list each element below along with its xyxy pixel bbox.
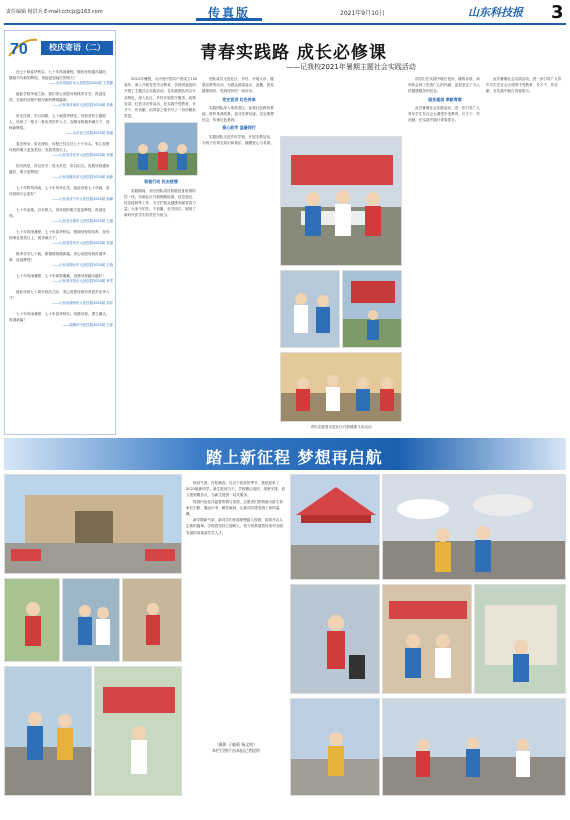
edition-label: 传真版: [207, 6, 250, 20]
message-signature: ——山东省烟台市人民医院2020届 王晓: [52, 263, 113, 267]
photo-sign-in: [290, 698, 380, 796]
photo-registration-b: [62, 578, 120, 662]
photo-caption: 青年志愿者走进社区开展健康义诊活动: [310, 425, 372, 429]
photo-source: 本栏目照片由本报记者提供: [212, 748, 260, 753]
article-subtitle: ——记我校2021年暑期主题社会实践活动: [286, 63, 416, 71]
lower-caption: [186, 742, 286, 754]
message-entry: [9, 69, 113, 86]
photo-parents-umbrellas: [382, 474, 566, 580]
message-entry: [9, 207, 113, 224]
column-title-bar: [41, 41, 113, 55]
photo-red-banner-group: [382, 584, 472, 694]
article-column-4: [486, 76, 562, 431]
message-signature: ——山东省立医院2020届 邢丽: [65, 131, 113, 135]
section-body-4: 此次暑期社会实践活动，进一步引导广大青年学生在社会大课堂中受教育、长才干、作贡献，在实践中践行青春誓言。: [408, 105, 480, 123]
lower-paragraph: 新学期新气象，新同学们怀揣梦想踏入校园，即将开启人生新的篇章。学校将坚持立德树人，努力培养德智体美劳全面发展的高素质医学人才。: [186, 518, 284, 535]
message-entry: [9, 113, 113, 136]
lower-paragraph: 校园内处处洋溢着热情与喜悦，志愿者们热情地为新生和家长引路、搬运行李、解答疑问，让新同学感受到了家的温暖。: [186, 499, 283, 517]
anniversary-messages-column: [4, 30, 116, 435]
message-signature: ——山东省济宁市人民医院2020届 张峰: [52, 197, 113, 201]
message-signature: ——淄博市中医医院2020届 王萍: [62, 323, 113, 327]
message-signature: ——山东省临沂市人民医院2020届 王思静: [49, 81, 113, 85]
article-column-1: [124, 76, 198, 431]
photo-campus-gate: [4, 474, 182, 574]
photo-group-volunteers: [280, 352, 402, 422]
section-title: 踏上新征程 梦想再启航: [206, 448, 383, 467]
section-body-2: 实践团队深入革命老区，参观红色教育基地，聆听革命故事，追寻先辈足迹，坚定理想信念，传承红色基因。: [202, 105, 274, 123]
edition-banner: [196, 4, 262, 21]
section-heading-3: 爱心助学 温暖同行: [222, 125, 256, 131]
photo-registration-a: [4, 578, 60, 662]
article-column-2: [202, 76, 276, 431]
photo-student-suitcase: [290, 584, 380, 694]
message-entry: [9, 229, 113, 246]
message-signature: ——山东省东营市人民医院2020届 李雪: [52, 279, 113, 283]
message-body: 七十年风雨兼程，七十年硕果累累。祝愿母校越办越好！: [16, 274, 106, 278]
message-signature: ——山东省枣庄市人民医院2020届 李丽: [52, 153, 113, 157]
message-entry: [9, 91, 113, 108]
messages-list: [9, 69, 113, 333]
photo-volunteers-a: [124, 122, 198, 176]
column-title: 校庆寄语（二）: [49, 43, 105, 52]
photo-credit: （摄影 于晓莉 杨文明）: [214, 742, 258, 747]
lower-paragraph: 秋高气爽，丹桂飘香。在这个收获的季节，我校迎来了2021级新同学。新生报到当天，学校精心组织，周密安排，设立报到服务点，为新生提供一站式服务。: [186, 481, 285, 498]
photo-red-education: [342, 270, 402, 348]
message-entry: [9, 163, 113, 180]
article-body: [124, 76, 564, 431]
message-entry: [9, 289, 113, 306]
photo-campus-crowd: [382, 698, 566, 796]
column-2-body: 团队成员走进社区、乡村，开展义诊、健康宣教等活动，为群众测量血压、血糖，普及健康知识，受到居民的一致好评。: [202, 77, 274, 94]
message-body: 七十年风雨兼程，七十年春华秋实。祝愿母校，勇立潮头，再谱新篇！: [9, 312, 110, 322]
message-body: 桃李芬芳七十载，厚德载物谱新篇。衷心祝愿母校再谱华章、再创辉煌！: [9, 252, 106, 262]
header-divider: [4, 23, 566, 25]
message-signature: ——山东省日照市人民医院2020届 王丽: [52, 219, 113, 223]
newspaper-name: 山东科技报: [468, 6, 523, 19]
photo-registration-c: [122, 578, 182, 662]
lower-article-body: [186, 480, 286, 536]
message-body: 时光荏苒，岁月如歌，七十载春华秋实，母校坚持立德树人，培养了一批又一批优秀医护人才。祝愿母校桃李满天下，再铸新辉煌。: [9, 114, 110, 130]
message-body: 七十年风雨兼程，七十年春华秋实，感谢母校的培养，祝母校事业蒸蒸日上，桃李满天下。: [9, 230, 110, 240]
article-intro: 2021年暑假，为庆祝中国共产党成立100周年，深入开展党史学习教育，学校团委组织开展了主题社会实践活动。各实践团队结合专业特色，深入社区、乡村开展医疗服务、政策宣讲、红色寻访等活动，在实践中受教育、长才干、作贡献，用青春之笔书写了一份份精彩答卷。: [124, 77, 198, 119]
message-body: 值此学校华诞之际，我们衷心祝愿母校桃李芬芳，再创佳绩，在新的征程中续写新的辉煌篇章。: [9, 92, 106, 102]
section-body-3: 实践团队走进乡村学校，开展支教活动，为孩子们带去知识和欢乐，播撒爱心与希望。: [202, 134, 274, 145]
photo-volunteer-help: [4, 666, 92, 796]
article-column-3: [408, 76, 482, 431]
message-body: 值此母校七十周年校庆之际，衷心祝愿母校培育更多优秀人才！: [9, 290, 110, 300]
message-signature: ——山东省潍坊市人民医院2020届 孙静: [52, 175, 113, 179]
message-signature: ——山东省泰安市人民医院2020届 吴丽: [52, 241, 113, 245]
photo-freshmen-luggage: [94, 666, 182, 796]
message-body: 因为热爱，所以坚守；因为责任，所以担当。祝愿母校越来越好，明天更辉煌！: [9, 164, 110, 174]
message-entry: [9, 311, 113, 328]
anniversary-number: 70: [10, 41, 28, 58]
section-body-1: 实践期间，部分团队成员积极投身疫情防控一线，协助社区开展核酸检测、信息登记、疫苗接种等工作，为守护群众健康贡献青春力量。大家不怕苦、不怕累，坚守岗位，展现了新时代医学生的责任与担当。: [124, 188, 196, 218]
column-4-body: 此次暑期社会实践活动，进一步引导广大青年学生在社会大课堂中受教育、长才干、作贡献，在实践中践行青春誓言。: [486, 77, 562, 94]
message-body: 春去秋来，时光流转，母校已经走过七十个年头。衷心祝愿母校的明天更加美好，发展蒸蒸日上。: [9, 142, 110, 152]
photo-welcome-tent: [290, 474, 380, 580]
message-entry: [9, 185, 113, 202]
message-body: 七十年沧桑，百年树人。祝母校的明天更加辉煌，再创佳绩。: [9, 208, 106, 218]
page-header: [0, 0, 570, 26]
page-number: 3: [551, 2, 564, 23]
issue-date: 2021年9月10日: [340, 10, 385, 17]
message-signature: ——山东省德州市人民医院2020届 刘洋: [52, 301, 113, 305]
section-heading-1: 积极行动 抗击疫情: [144, 179, 178, 185]
photo-dormitory: [474, 584, 566, 694]
section-heading-4: 服务基层 奉献青春: [428, 96, 462, 102]
anniversary-logo: [7, 34, 39, 60]
message-signature: ——山东省济南市人民医院2020届 朱敏: [52, 103, 113, 107]
section-heading-2: 党史宣讲 红色传承: [222, 96, 256, 102]
column-3-body: 同学们在实践中增长见识、锤炼本领，深刻体会到了医者仁心的内涵，更加坚定了为人民健康服务的信念。: [408, 77, 480, 94]
message-body: 在七十载春华秋实，七十年风雨兼程。敬祝母校越办越好，继续书写新的辉煌，再创更加灿烂的明天！: [9, 70, 110, 80]
photo-community-clinic: [280, 136, 402, 266]
message-entry: [9, 251, 113, 268]
editor-info: 责任编辑 杨洪兵 E-mail:cctcjz@163.com: [6, 9, 103, 15]
article-title: 青春实践路 成长必修课: [200, 43, 387, 63]
message-entry: [9, 273, 113, 284]
message-entry: [9, 141, 113, 158]
message-body: 七十年栉风沐雨，七十年风华正茂。值此母校七十华诞，祝母校明天会更好！: [9, 186, 110, 196]
photo-health-check: [280, 270, 340, 348]
